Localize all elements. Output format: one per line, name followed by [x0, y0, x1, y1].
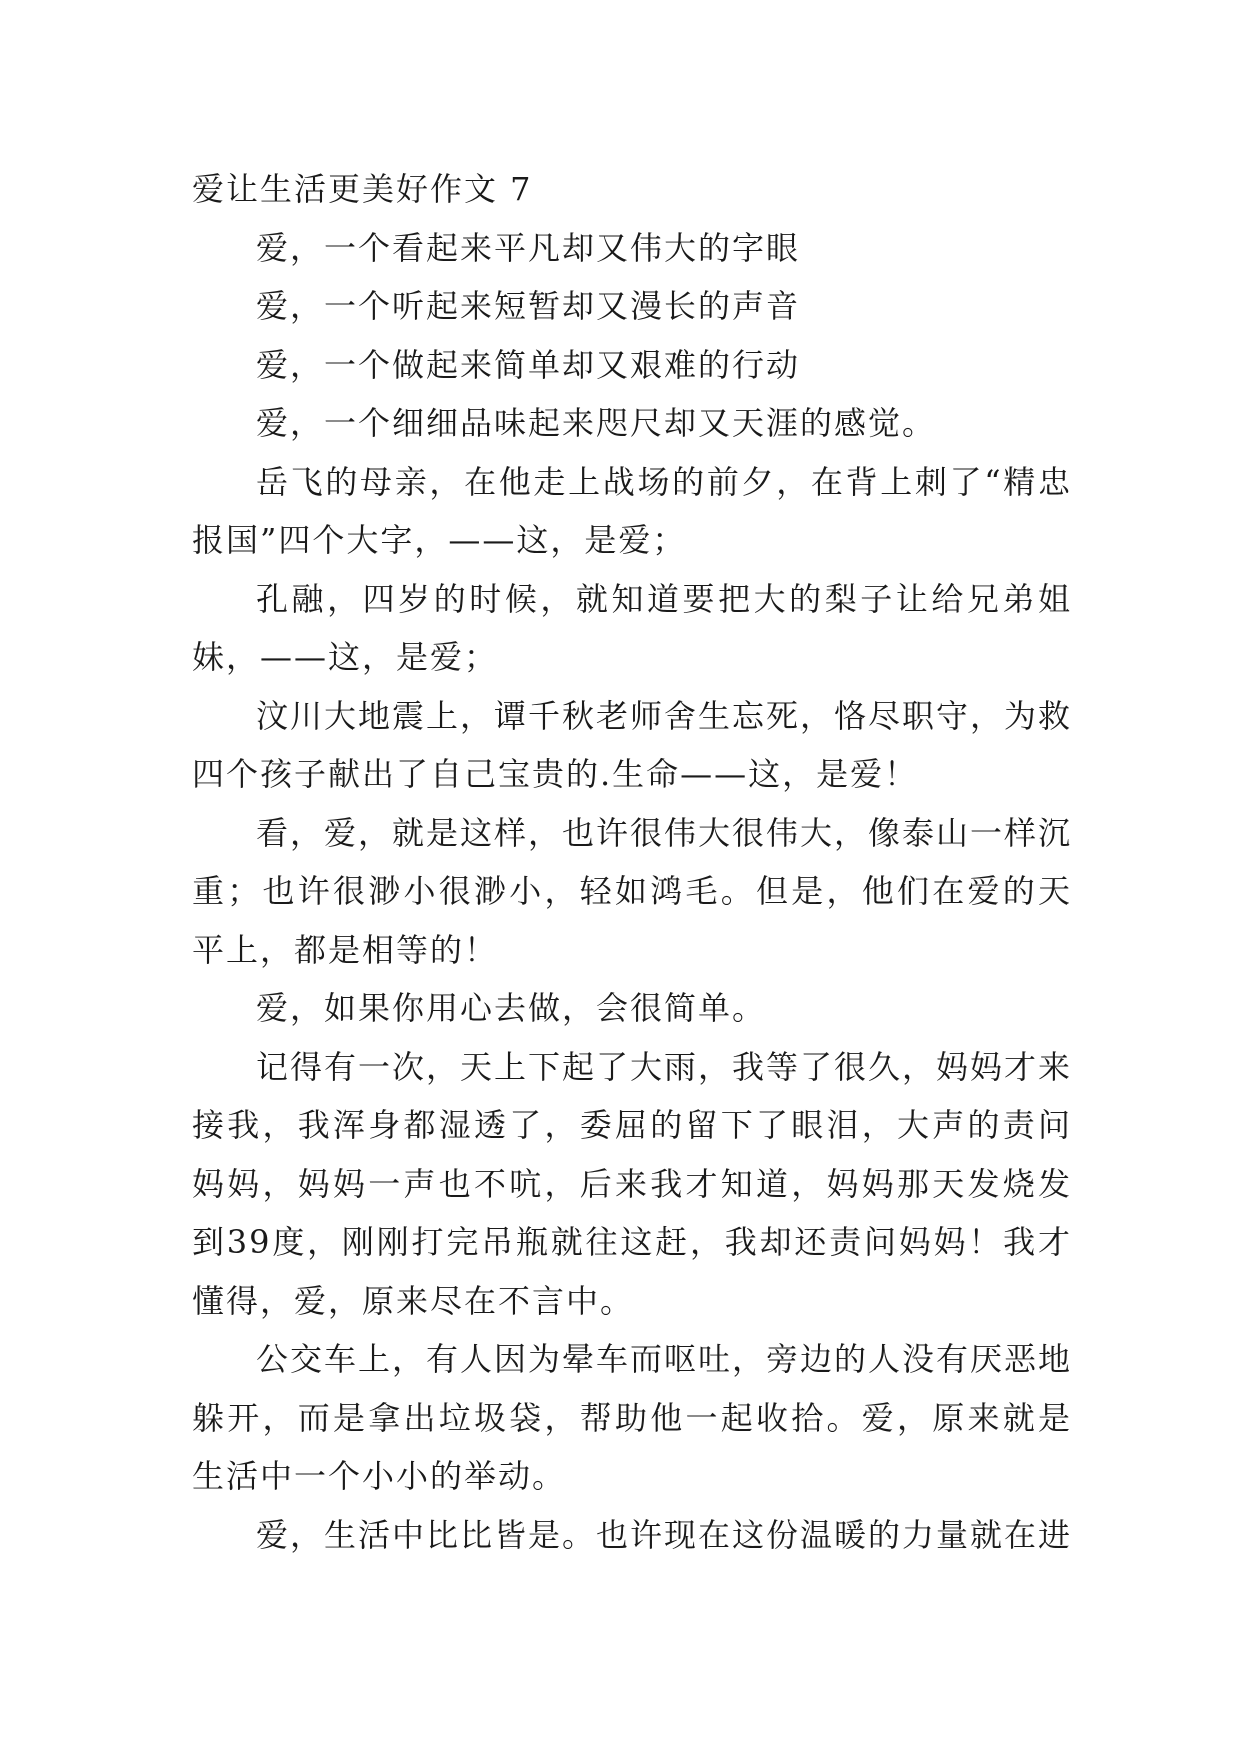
paragraph: 看，爱，就是这样，也许很伟大很伟大，像泰山一样沉重；也许很渺小很渺小，轻如鸿毛。但是，他们在爱的天平上，都是相等的！ [192, 813, 1073, 969]
paragraph: 记得有一次，天上下起了大雨，我等了很久，妈妈才来接我，我浑身都湿透了，委屈的留下了眼泪，大声的责问妈妈，妈妈一声也不吭，后来我才知道，妈妈那天发烧发到39度，刚刚打完吊瓶就往这赶，我却还责问妈妈！我才懂得，爱，原来尽在不言中。 [192, 1047, 1073, 1320]
paragraph: 爱，一个做起来简单却又艰难的行动 [256, 345, 801, 384]
paragraph: 汶川大地震上，谭千秋老师舍生忘死，恪尽职守，为救四个孩子献出了自己宝贵的.生命——这，是爱！ [192, 696, 1073, 793]
paragraph: 岳飞的母亲，在他走上战场的前夕，在背上刺了“精忠报国”四个大字，——这，是爱； [192, 462, 1072, 559]
paragraph: 孔融，四岁的时候，就知道要把大的梨子让给兄弟姐妹，——这，是爱； [192, 579, 1072, 676]
paragraph: 爱，生活中比比皆是。也许现在这份温暖的力量就在进 [256, 1515, 1073, 1554]
paragraph: 公交车上，有人因为晕车而呕吐，旁边的人没有厌恶地躲开，而是拿出垃圾袋，帮助他一起收拾。爱，原来就是生活中一个小小的举动。 [192, 1340, 1073, 1495]
paragraph: 爱，一个看起来平凡却又伟大的字眼 [256, 228, 801, 267]
paragraph: 爱，如果你用心去做，会很简单。 [256, 989, 767, 1027]
essay-title: 爱让生活更美好作文 7 [192, 170, 533, 208]
essay-body [192, 160, 1072, 1564]
paragraph: 爱，一个听起来短暂却又漫长的声音 [256, 287, 801, 325]
paragraph: 爱，一个细细品味起来咫尺却又天涯的感觉。 [256, 404, 937, 442]
